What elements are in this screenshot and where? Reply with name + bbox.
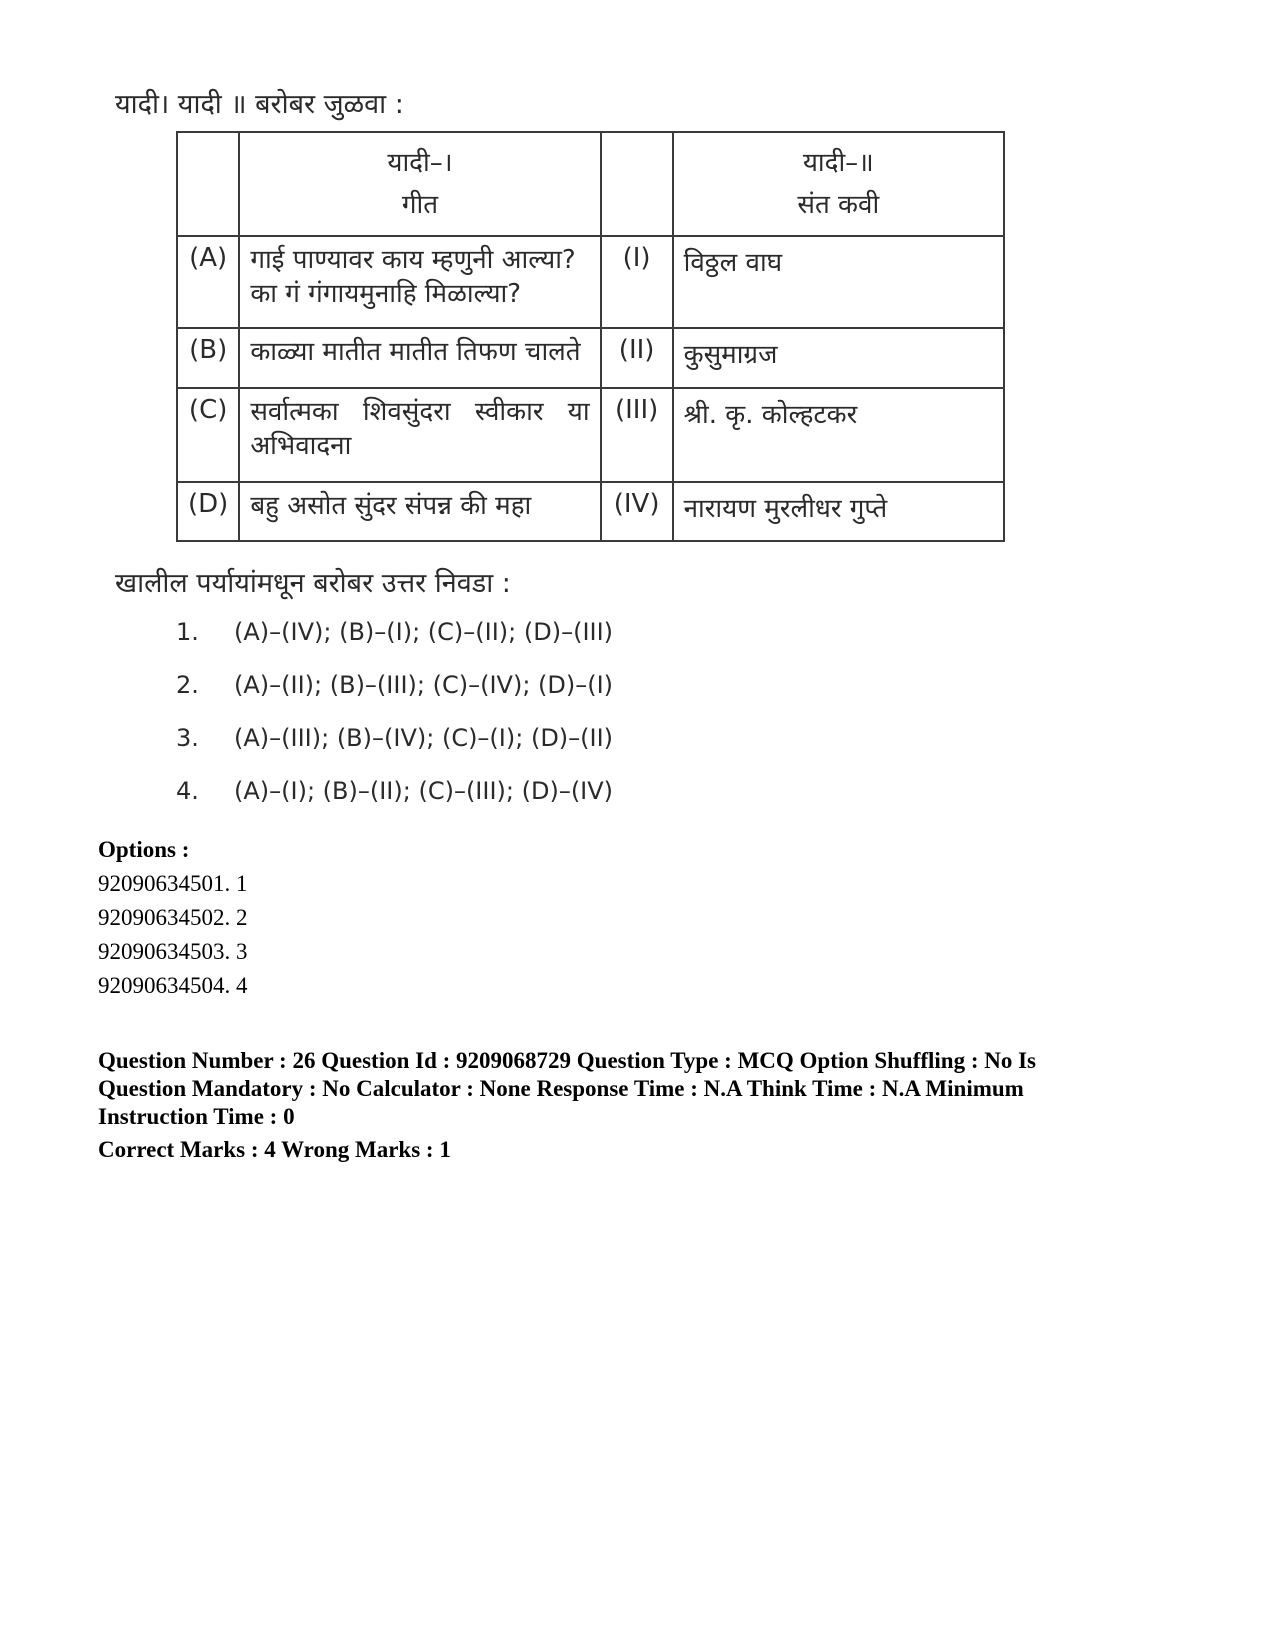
answer-choice bbox=[176, 777, 613, 830]
song-cell: गाई पाण्यावर काय म्हणुनी आल्या? का गं गंगायमुनाहि मिळाल्या? bbox=[239, 236, 600, 328]
answer-choice bbox=[176, 671, 613, 724]
option-item: 92090634504. 4 bbox=[98, 973, 248, 998]
marks-info: Correct Marks : 4 Wrong Marks : 1 bbox=[98, 1137, 451, 1162]
option-item: 92090634501. 1 bbox=[98, 871, 248, 896]
poet-cell: विठ्ठल वाघ bbox=[673, 236, 1004, 328]
table-row bbox=[177, 328, 1004, 388]
header-empty-cell bbox=[601, 132, 673, 236]
poet-cell: श्री. कृ. कोल्हटकर bbox=[673, 388, 1004, 482]
header-empty-cell bbox=[177, 132, 239, 236]
answer-choice bbox=[176, 724, 613, 777]
song-cell: सर्वात्मका शिवसुंदरा स्वीकार या अभिवादना bbox=[239, 388, 600, 482]
list1-header bbox=[239, 132, 600, 236]
row-letter: (B) bbox=[177, 328, 239, 388]
list2-header bbox=[673, 132, 1004, 236]
poet-cell: नारायण मुरलीधर गुप्ते bbox=[673, 482, 1004, 541]
question-instruction: यादी। यादी ॥ बरोबर जुळवा : bbox=[115, 89, 404, 120]
list1-title: यादी–। bbox=[387, 148, 453, 178]
poet-cell: कुसुमाग्रज bbox=[673, 328, 1004, 388]
table-row bbox=[177, 236, 1004, 328]
row-letter: (C) bbox=[177, 388, 239, 482]
song-cell: बहु असोत सुंदर संपन्न की महा bbox=[239, 482, 600, 541]
answer-number: 4. bbox=[176, 777, 199, 805]
answer-number: 1. bbox=[176, 618, 199, 646]
row-roman: (IV) bbox=[601, 482, 673, 541]
row-roman: (I) bbox=[601, 236, 673, 328]
row-letter: (D) bbox=[177, 482, 239, 541]
question-meta: Question Number : 26 Question Id : 9209068729 Question Type : MCQ Option Shuffling : No Is Question Mandatory : No Calculator : None Response Time : N.A Think Time : N.A Minimum Instruction Time : 0 bbox=[98, 1048, 1037, 1129]
choose-instruction: खालील पर्यायांमधून बरोबर उत्तर निवडा : bbox=[115, 568, 511, 599]
answer-text: (A)–(II); (B)–(III); (C)–(IV); (D)–(I) bbox=[234, 671, 614, 699]
row-roman: (II) bbox=[601, 328, 673, 388]
list2-subtitle: संत कवी bbox=[797, 190, 880, 220]
answer-choice bbox=[176, 618, 613, 671]
list1-subtitle: गीत bbox=[401, 190, 439, 220]
row-letter: (A) bbox=[177, 236, 239, 328]
row-roman: (III) bbox=[601, 388, 673, 482]
match-table bbox=[176, 131, 1005, 542]
options-title: Options : bbox=[98, 837, 190, 862]
answer-text: (A)–(IV); (B)–(I); (C)–(II); (D)–(III) bbox=[234, 618, 614, 646]
answer-number: 3. bbox=[176, 724, 199, 752]
list2-title: यादी–॥ bbox=[802, 148, 874, 178]
answer-choices bbox=[176, 618, 613, 830]
table-row bbox=[177, 388, 1004, 482]
song-cell: काळ्या मातीत मातीत तिफण चालते bbox=[239, 328, 600, 388]
answer-number: 2. bbox=[176, 671, 199, 699]
options-block bbox=[98, 833, 248, 1003]
option-item: 92090634502. 2 bbox=[98, 905, 248, 930]
option-item: 92090634503. 3 bbox=[98, 939, 248, 964]
table-header-row bbox=[177, 132, 1004, 236]
table-row bbox=[177, 482, 1004, 541]
answer-text: (A)–(I); (B)–(II); (C)–(III); (D)–(IV) bbox=[234, 777, 614, 805]
answer-text: (A)–(III); (B)–(IV); (C)–(I); (D)–(II) bbox=[234, 724, 614, 752]
